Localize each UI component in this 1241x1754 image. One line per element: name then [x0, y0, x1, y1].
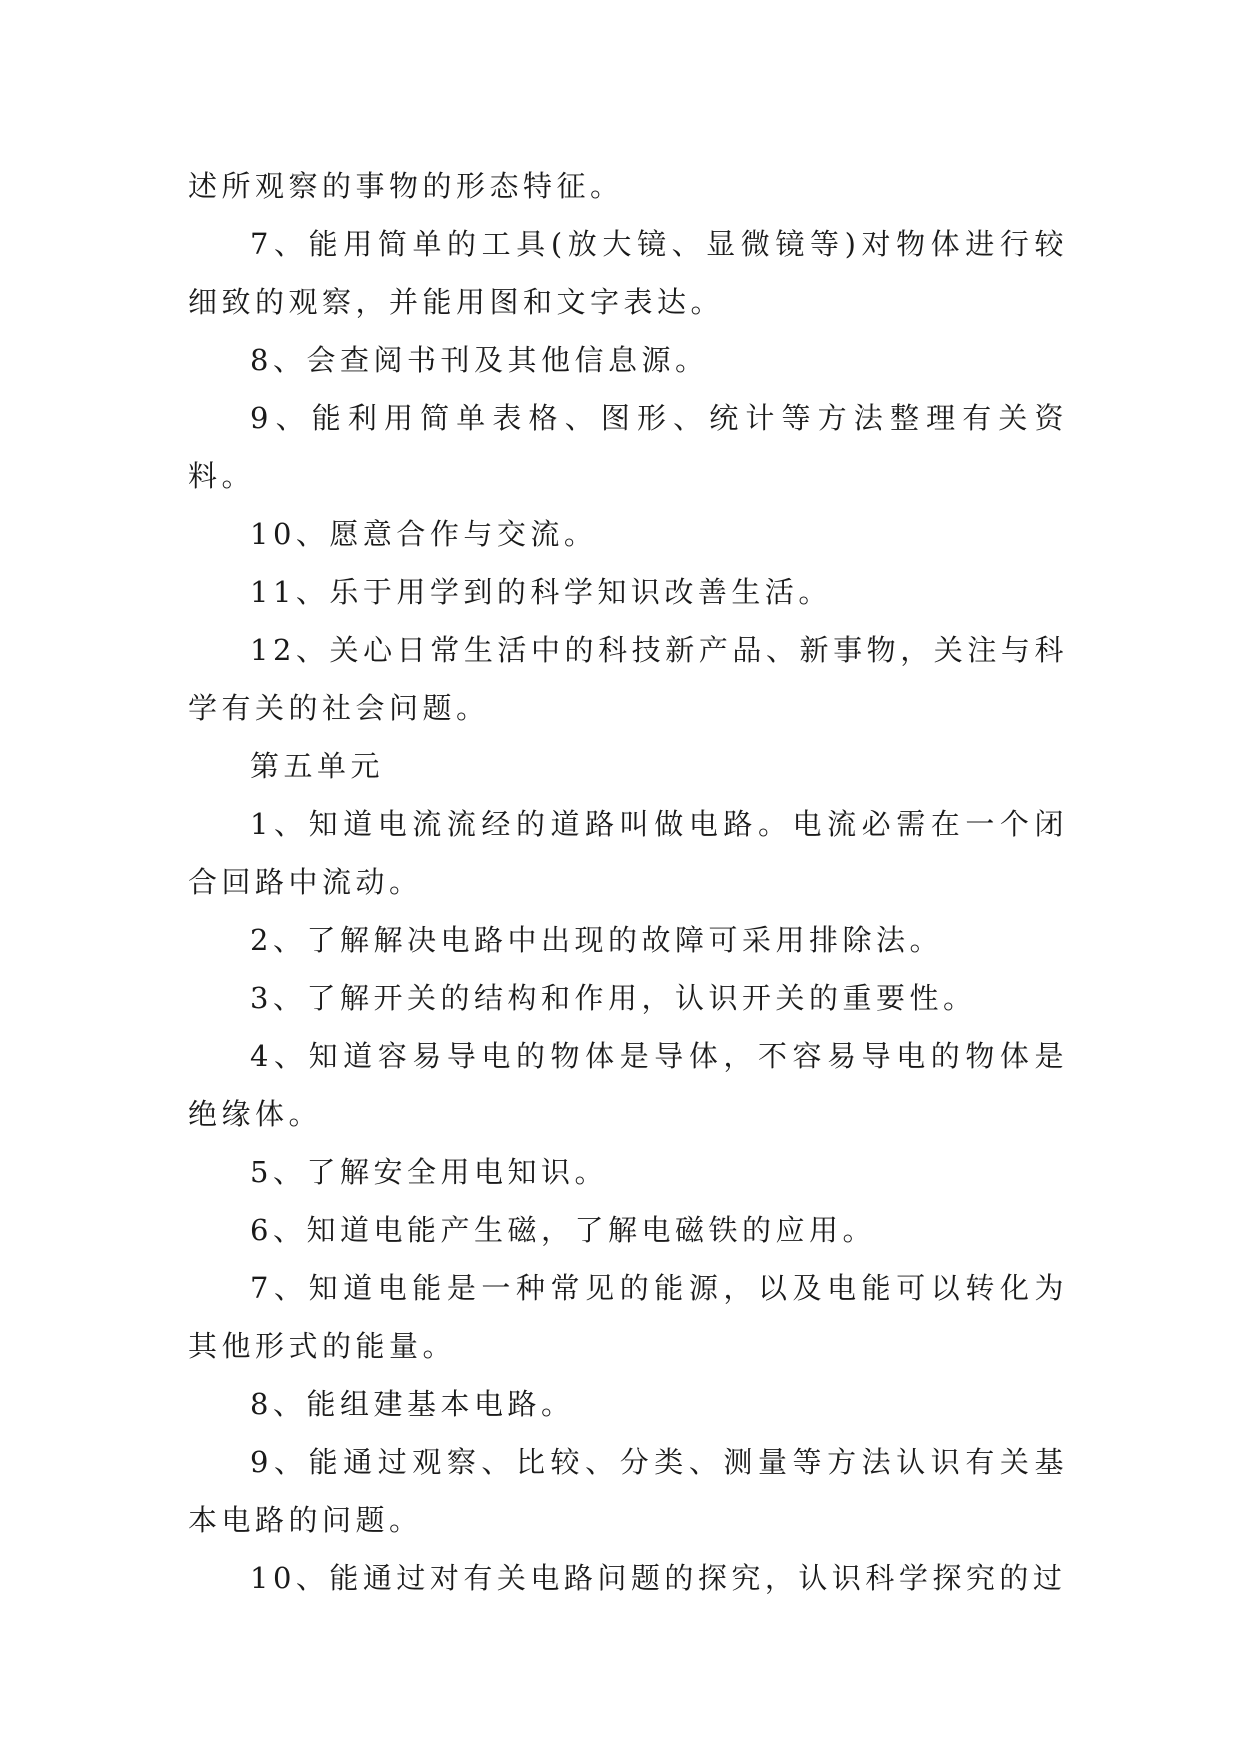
paragraph-9: 2、了解解决电路中出现的故障可采用排除法。	[250, 923, 943, 957]
paragraph-2: 8、会查阅书刊及其他信息源。	[250, 343, 709, 377]
paragraph-17: 10、能通过对有关电路问题的探究，认识科学探究的过	[250, 1561, 1067, 1595]
document-body	[188, 157, 1068, 1607]
paragraph-1: 7、能用简单的工具(放大镜、显微镜等)对物体进行较细致的观察，并能用图和文字表达。	[188, 227, 1068, 319]
paragraph-5: 11、乐于用学到的科学知识改善生活。	[250, 575, 832, 609]
paragraph-10: 3、了解开关的结构和作用，认识开关的重要性。	[250, 981, 977, 1015]
paragraph-6: 12、关心日常生活中的科技新产品、新事物，关注与科学有关的社会问题。	[188, 633, 1068, 725]
paragraph-12: 5、了解安全用电知识。	[250, 1155, 608, 1189]
section-heading: 第五单元	[250, 749, 385, 783]
paragraph-3: 9、能利用简单表格、图形、统计等方法整理有关资料。	[188, 401, 1068, 493]
paragraph-4: 10、愿意合作与交流。	[250, 517, 598, 551]
paragraph-16: 9、能通过观察、比较、分类、测量等方法认识有关基本电路的问题。	[188, 1445, 1068, 1537]
paragraph-14: 7、知道电能是一种常见的能源，以及电能可以转化为其他形式的能量。	[188, 1271, 1068, 1363]
paragraph-13: 6、知道电能产生磁，了解电磁铁的应用。	[250, 1213, 876, 1247]
paragraph-15: 8、能组建基本电路。	[250, 1387, 575, 1421]
paragraph-8: 1、知道电流流经的道路叫做电路。电流必需在一个闭合回路中流动。	[188, 807, 1068, 899]
paragraph-0: 述所观察的事物的形态特征。	[188, 169, 624, 203]
paragraph-11: 4、知道容易导电的物体是导体，不容易导电的物体是绝缘体。	[188, 1039, 1068, 1131]
